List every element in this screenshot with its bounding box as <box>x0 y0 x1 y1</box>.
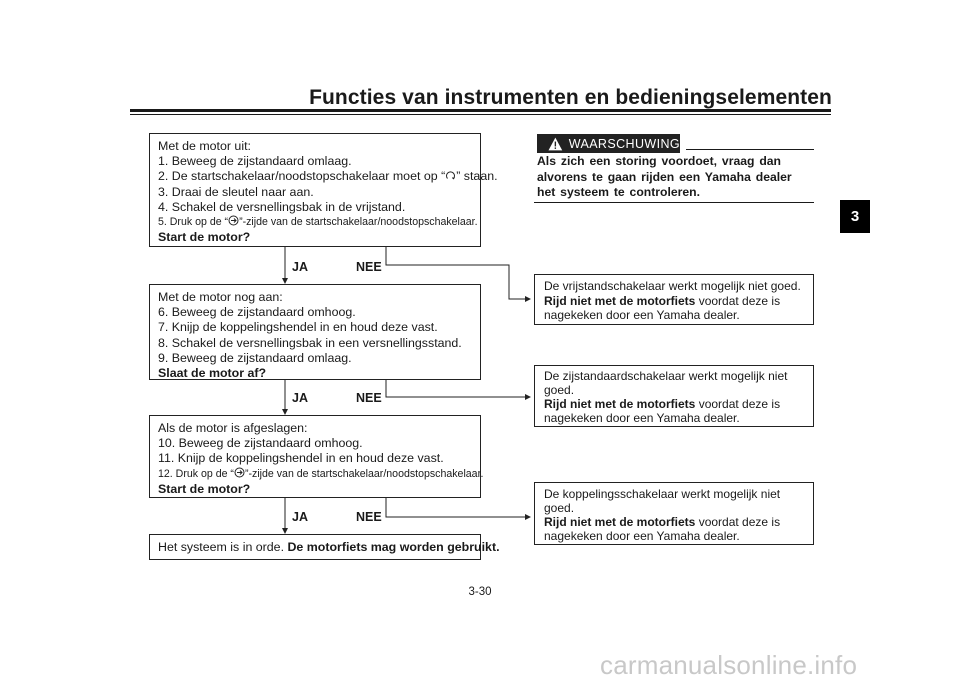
start-switch-icon <box>228 215 239 226</box>
chapter-tab[interactable]: 3 <box>840 200 870 233</box>
yes-label: JA <box>292 260 308 274</box>
result-line: Rijd niet met de motorfiets voordat deze is <box>544 397 781 411</box>
warning-line: alvorens te gaan rijden een Yamaha dealer <box>537 169 792 184</box>
flow-step-box-1 <box>149 133 498 247</box>
result-line: De vrijstandschakelaar werkt mogelijk niet goed. <box>544 279 801 293</box>
no-label: NEE <box>356 391 382 405</box>
step-question: Start de motor? <box>158 481 251 496</box>
result-line: goed. <box>544 501 575 515</box>
step-line: 3. Draai de sleutel naar aan. <box>158 184 314 199</box>
step-question: Slaat de motor af? <box>158 366 267 381</box>
step-line: 4. Schakel de versnellingsbak in de vrijstand. <box>158 199 406 214</box>
step-line: 9. Beweeg de zijstandaard omlaag. <box>158 350 352 365</box>
result-line: De koppelingsschakelaar werkt mogelijk niet <box>544 487 781 501</box>
no-connector-2 <box>386 380 530 397</box>
step-line: 2. De startschakelaar/noodstopschakelaar moet op “ ” staan. <box>158 169 498 184</box>
step-line: 12. Druk op de “ ”-zijde van de startschakelaar/noodstopschakelaar. <box>158 467 484 480</box>
warning-bottom-rule <box>534 202 814 203</box>
step-line: 8. Schakel de versnellingsbak in een versnellingsstand. <box>158 335 462 350</box>
warning-line: Als zich een storing voordoet, vraag dan <box>537 154 781 168</box>
page-title: Functies van instrumenten en bedieningselementen <box>309 86 832 109</box>
warning-badge-label: WAARSCHUWING <box>568 136 680 151</box>
no-label: NEE <box>356 260 382 274</box>
no-label: NEE <box>356 510 382 524</box>
step-line: 10. Beweeg de zijstandaard omhoog. <box>158 436 363 451</box>
step-line: 1. Beweeg de zijstandaard omlaag. <box>158 154 352 169</box>
result-line: goed. <box>544 383 575 397</box>
warning-text <box>537 154 817 201</box>
step-line: 11. Knijp de koppelingshendel in en houd deze vast. <box>158 451 444 466</box>
step-line: 7. Knijp de koppelingshendel in en houd deze vast. <box>158 320 438 335</box>
result-line: Rijd niet met de motorfiets voordat deze is <box>544 515 781 529</box>
result-line: nagekeken door een Yamaha dealer. <box>544 411 740 425</box>
result-line: De zijstandaardschakelaar werkt mogelijk niet <box>544 369 788 383</box>
step-line: 5. Druk op de “ ”-zijde van de startschakelaar/noodstopschakelaar. <box>158 216 478 229</box>
flow-result-ok-box <box>149 534 500 560</box>
result-line: nagekeken door een Yamaha dealer. <box>544 308 740 323</box>
warning-line: het systeem te controleren. <box>537 185 700 199</box>
warning-triangle-icon <box>548 137 563 151</box>
yes-label: JA <box>292 510 308 524</box>
step-line: 6. Beweeg de zijstandaard omhoog. <box>158 305 356 320</box>
step-line: Het systeem is in orde. De motorfiets mag worden gebruikt. <box>158 540 500 554</box>
ignition-on-icon <box>445 170 456 181</box>
flow-step-box-2 <box>149 284 481 380</box>
watermark: carmanualsonline.info <box>600 650 858 680</box>
result-box-sidestand-switch <box>534 365 814 427</box>
step-line: Met de motor uit: <box>158 139 251 153</box>
result-box-neutral-switch <box>534 274 814 325</box>
step-question: Start de motor? <box>158 230 251 245</box>
result-box-clutch-switch <box>534 482 814 545</box>
warning-header-rule <box>686 149 814 150</box>
flow-step-box-3 <box>149 415 484 498</box>
yes-label: JA <box>292 391 308 405</box>
no-connector-3 <box>386 498 530 517</box>
step-line: Met de motor nog aan: <box>158 290 283 304</box>
result-line: nagekeken door een Yamaha dealer. <box>544 529 740 543</box>
start-switch-icon <box>234 467 245 478</box>
result-line: Rijd niet met de motorfiets voordat deze is <box>544 293 781 308</box>
page-number: 3-30 <box>468 586 492 598</box>
step-line: Als de motor is afgeslagen: <box>158 421 308 435</box>
warning-badge <box>537 134 680 153</box>
